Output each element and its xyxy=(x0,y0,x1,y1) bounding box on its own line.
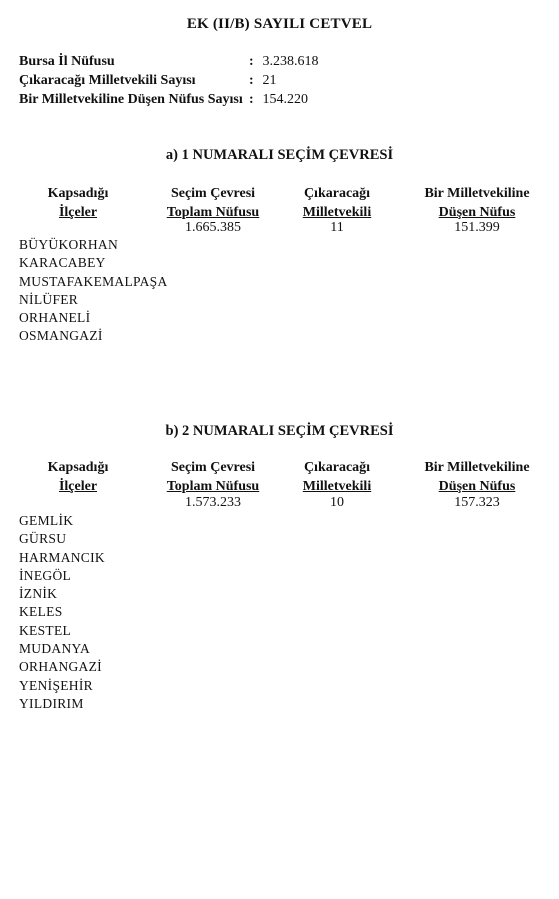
total-population-value: 1.573.233 xyxy=(185,495,241,510)
district-list-2 xyxy=(19,512,105,713)
col-header-population: Seçim Çevresi Toplam Nüfusu xyxy=(166,186,260,220)
list-item: İNEGÖL xyxy=(19,567,72,583)
list-item: BÜYÜKORHAN xyxy=(19,237,119,252)
section-heading-1: a) 1 NUMARALI SEÇİM ÇEVRESİ xyxy=(165,147,394,163)
summary-value: 3.238.618 xyxy=(262,54,319,69)
list-item: HARMANCIK xyxy=(19,549,105,565)
document-title: EK (II/B) SAYILI CETVEL xyxy=(186,16,373,32)
list-item: KELES xyxy=(19,604,63,620)
colon: : xyxy=(249,54,254,69)
list-item: ORHANELİ xyxy=(19,310,91,326)
list-item: OSMANGAZİ xyxy=(19,328,103,344)
list-item: İZNİK xyxy=(19,586,58,602)
col-header-districts: Kapsadığı İlçeler xyxy=(47,186,109,220)
colon: : xyxy=(249,73,254,88)
colon: : xyxy=(249,92,254,107)
section-heading-2: b) 2 NUMARALI SEÇİM ÇEVRESİ xyxy=(165,423,394,439)
summary-value: 21 xyxy=(262,73,277,88)
list-item: GÜRSU xyxy=(19,531,67,547)
list-item: KARACABEY xyxy=(19,255,106,271)
list-item: GEMLİK xyxy=(19,513,74,528)
summary-label: Bursa İl Nüfusu xyxy=(19,54,115,69)
list-item: KESTEL xyxy=(19,622,72,638)
col-header-deputies: Çıkaracağı Milletvekili xyxy=(302,186,372,220)
district-list-1 xyxy=(19,236,168,346)
per-deputy-value: 157.323 xyxy=(454,495,500,510)
list-item: YENİŞEHİR xyxy=(19,677,93,693)
list-item: NİLÜFER xyxy=(19,291,79,307)
summary-row-deputies xyxy=(19,73,277,89)
col-header-per-deputy: Bir Milletvekiline Düşen Nüfus xyxy=(424,460,530,494)
list-item: YILDIRIM xyxy=(19,695,84,711)
list-item: MUDANYA xyxy=(19,641,91,657)
col-header-per-deputy: Bir Milletvekiline Düşen Nüfus xyxy=(424,186,530,220)
col-header-population: Seçim Çevresi Toplam Nüfusu xyxy=(166,460,260,494)
deputies-value: 10 xyxy=(330,495,344,510)
summary-row-population xyxy=(19,54,319,70)
list-item: MUSTAFAKEMALPAŞA xyxy=(19,273,168,289)
deputies-value: 11 xyxy=(330,220,344,235)
col-header-districts: Kapsadığı İlçeler xyxy=(47,460,109,494)
summary-label: Bir Milletvekiline Düşen Nüfus Sayısı xyxy=(19,92,243,107)
summary-label: Çıkaracağı Milletvekili Sayısı xyxy=(19,73,196,88)
col-header-deputies: Çıkaracağı Milletvekili xyxy=(302,460,372,494)
per-deputy-value: 151.399 xyxy=(454,220,500,235)
summary-value: 154.220 xyxy=(262,92,308,107)
summary-row-per-deputy xyxy=(19,92,308,108)
list-item: ORHANGAZİ xyxy=(19,659,102,675)
total-population-value: 1.665.385 xyxy=(185,220,241,235)
